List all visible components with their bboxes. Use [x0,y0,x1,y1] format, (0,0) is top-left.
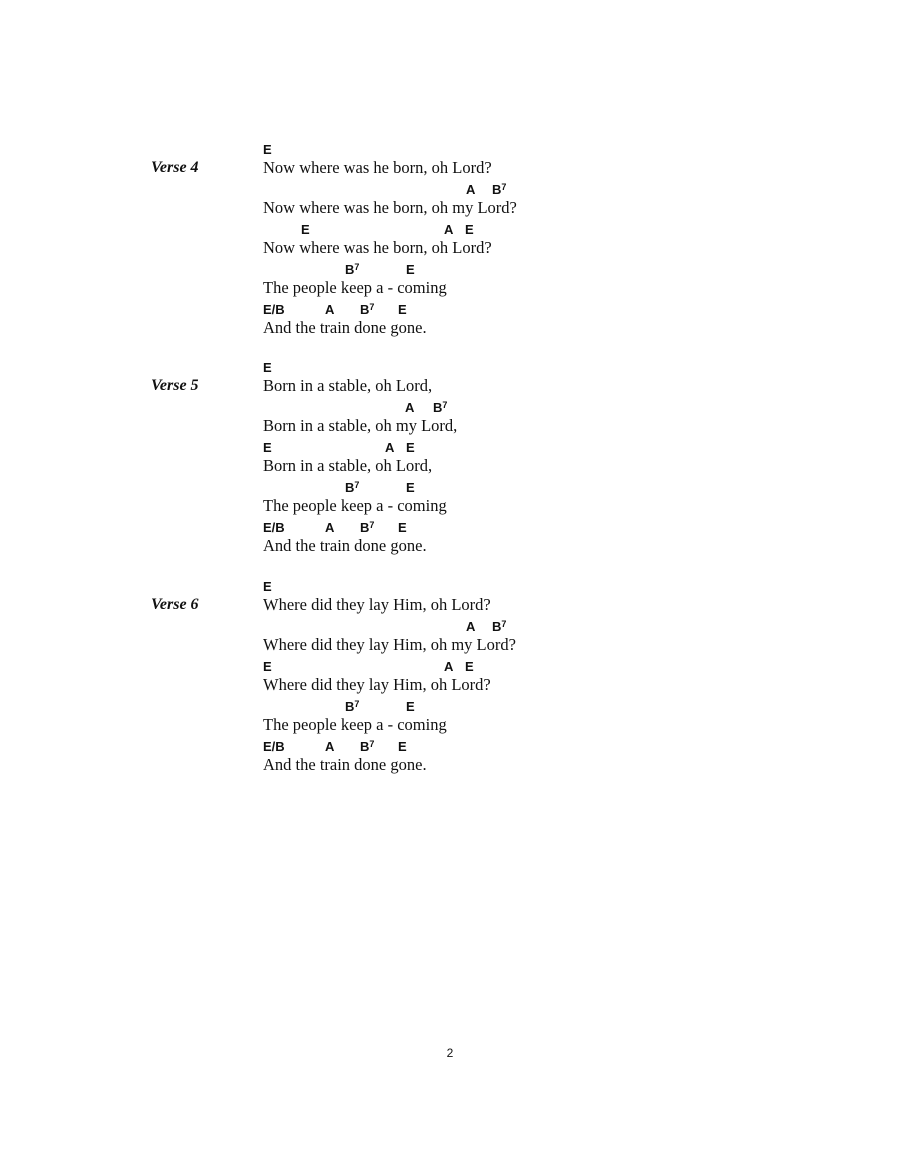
lyric-line: Where did they lay Him, oh Lord? [263,675,491,694]
song-line [263,580,663,620]
song-line [263,620,663,660]
chord: A [385,440,395,455]
chord: E [301,222,310,237]
lyric-line: Now where was he born, oh Lord? [263,158,492,177]
song-line [263,521,663,561]
chord: $B^7$ [345,699,360,714]
lyric-line: And the train done gone. [263,755,427,774]
lyric-line: And the train done gone. [263,536,427,555]
chord: A [444,659,454,674]
chord: E [406,262,415,277]
chord: $B^7$ [345,480,360,495]
chord: E [406,699,415,714]
lyric-line: Where did they lay Him, oh Lord? [263,595,491,614]
chord: E [263,360,272,375]
chord: E [263,659,272,674]
chord: E/B [263,520,285,535]
song-line [263,401,663,441]
chord: $B^7$ [360,520,375,535]
chord: A [466,619,476,634]
song-line [263,361,663,401]
chord: E [398,520,407,535]
lyric-line: And the train done gone. [263,318,427,337]
song-line [263,223,663,263]
verse-label: Verse 4 [151,159,199,176]
chord: E [263,440,272,455]
chord: $B^7$ [345,262,360,277]
chord: $B^7$ [360,739,375,754]
chord: A [405,400,415,415]
chord: E [263,579,272,594]
chord: E [406,480,415,495]
chord: E [398,739,407,754]
chord: E [406,440,415,455]
song-line [263,441,663,481]
page-number: 2 [446,1046,454,1060]
song-line [263,183,663,223]
chord: A [444,222,454,237]
lyric-line: Where did they lay Him, oh my Lord? [263,635,516,654]
chord: $B^7$ [433,400,448,415]
chord: $B^7$ [360,302,375,317]
chord: $B^7$ [492,182,507,197]
lyric-line: Born in a stable, oh my Lord, [263,416,458,435]
chord: E [465,222,474,237]
lyric-line: The people keep a - coming [263,715,447,734]
lyric-line: The people keep a - coming [263,278,447,297]
song-line [263,700,663,740]
chord: E [398,302,407,317]
lyric-line: The people keep a - coming [263,496,447,515]
lyric-line: Born in a stable, oh Lord, [263,456,433,475]
chord: E [465,659,474,674]
chord: A [325,302,335,317]
lyric-line: Born in a stable, oh Lord, [263,376,433,395]
song-line [263,263,663,303]
song-line [263,740,663,780]
verse-label: Verse 5 [151,377,199,394]
lyric-line: Now where was he born, oh my Lord? [263,198,517,217]
chord: A [325,520,335,535]
lyric-line: Now where was he born, oh Lord? [263,238,492,257]
song-line [263,660,663,700]
verse-label: Verse 6 [151,596,199,613]
chord: E/B [263,739,285,754]
song-line [263,303,663,343]
chord: E [263,142,272,157]
song-line [263,143,663,183]
chord: A [466,182,476,197]
song-line [263,481,663,521]
chord: $B^7$ [492,619,507,634]
chord: A [325,739,335,754]
chord: E/B [263,302,285,317]
